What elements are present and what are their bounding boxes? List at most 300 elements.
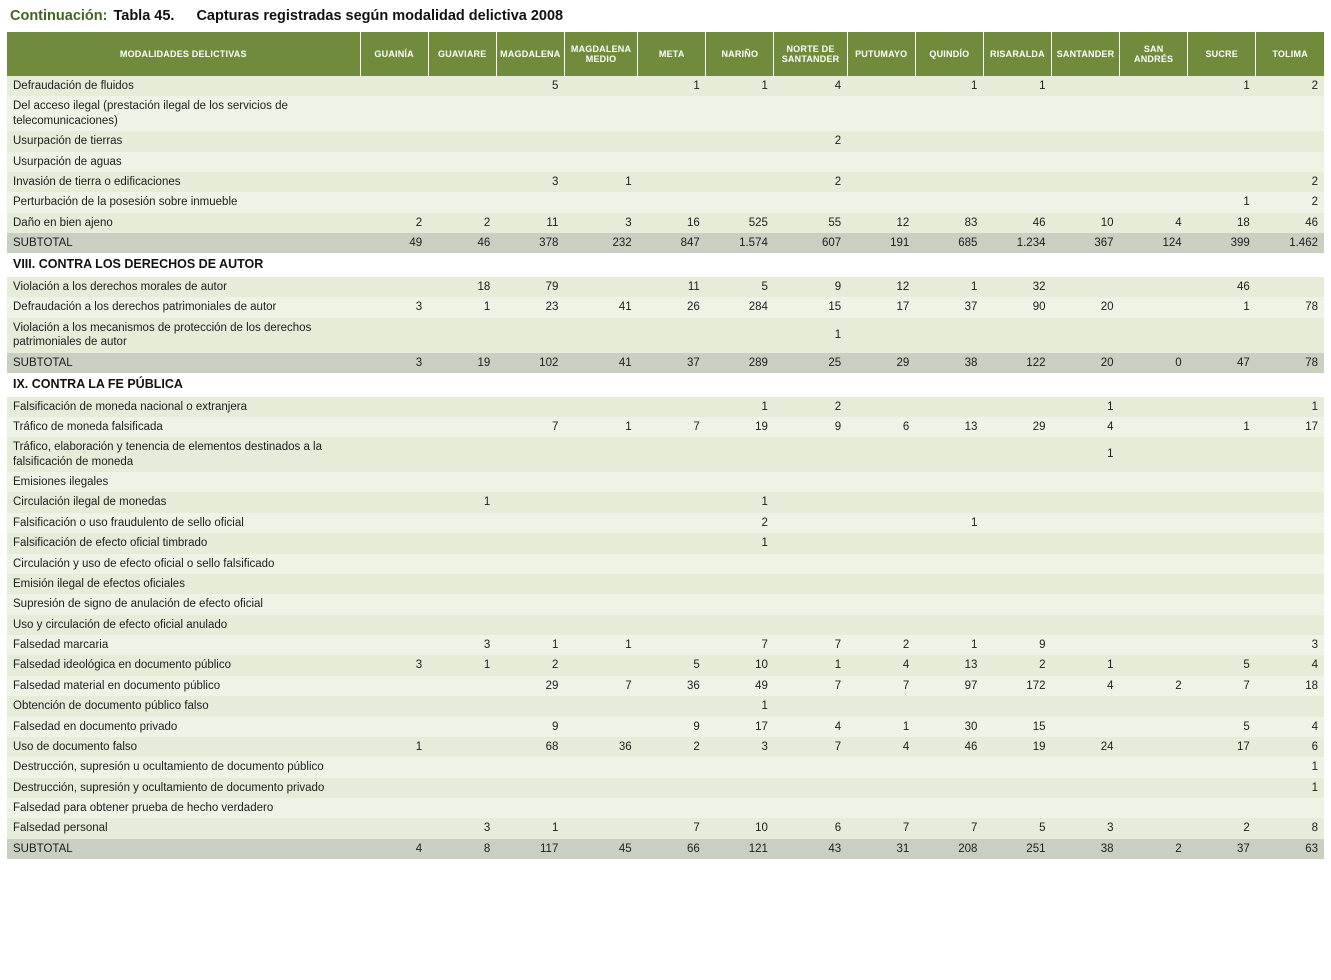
table-cell: 3 bbox=[1051, 818, 1119, 838]
table-row bbox=[7, 757, 1324, 777]
table-cell: 37 bbox=[638, 353, 706, 373]
table-cell bbox=[564, 96, 637, 131]
table-cell bbox=[847, 96, 915, 131]
table-cell: 49 bbox=[706, 676, 774, 696]
table-cell bbox=[983, 778, 1051, 798]
row-label: SUBTOTAL bbox=[7, 233, 360, 253]
table-cell bbox=[847, 778, 915, 798]
table-cell bbox=[1188, 533, 1256, 553]
table-cell bbox=[847, 513, 915, 533]
table-cell: 43 bbox=[774, 839, 847, 859]
table-cell bbox=[1188, 472, 1256, 492]
table-cell: 1 bbox=[428, 492, 496, 512]
table-cell bbox=[706, 757, 774, 777]
table-cell bbox=[1051, 96, 1119, 131]
table-cell: 3 bbox=[360, 353, 428, 373]
table-cell bbox=[1188, 513, 1256, 533]
table-cell bbox=[915, 492, 983, 512]
table-subtotal-row bbox=[7, 233, 1324, 253]
table-cell bbox=[496, 96, 564, 131]
table-cell: 1.234 bbox=[983, 233, 1051, 253]
table-cell bbox=[1120, 397, 1188, 417]
table-cell bbox=[915, 472, 983, 492]
table-cell bbox=[564, 696, 637, 716]
row-label: Invasión de tierra o edificaciones bbox=[7, 172, 360, 192]
table-cell bbox=[1120, 554, 1188, 574]
table-cell: 13 bbox=[915, 655, 983, 675]
table-cell: 3 bbox=[428, 635, 496, 655]
captures-table bbox=[7, 32, 1324, 859]
table-cell: 1 bbox=[1188, 297, 1256, 317]
col-header-sucre: SUCRE bbox=[1188, 32, 1256, 76]
table-cell: 83 bbox=[915, 213, 983, 233]
col-header-risaralda: RISARALDA bbox=[983, 32, 1051, 76]
table-cell: 32 bbox=[983, 277, 1051, 297]
table-row bbox=[7, 318, 1324, 353]
table-cell: 1 bbox=[564, 172, 637, 192]
table-cell bbox=[706, 131, 774, 151]
table-cell: 4 bbox=[774, 717, 847, 737]
table-cell bbox=[496, 513, 564, 533]
table-cell: 2 bbox=[706, 513, 774, 533]
table-cell: 232 bbox=[564, 233, 637, 253]
table-cell bbox=[1051, 131, 1119, 151]
table-cell bbox=[1051, 615, 1119, 635]
table-cell bbox=[774, 757, 847, 777]
table-cell bbox=[1120, 96, 1188, 131]
table-cell bbox=[1256, 615, 1324, 635]
table-cell bbox=[1256, 533, 1324, 553]
table-cell bbox=[983, 492, 1051, 512]
table-cell: 24 bbox=[1051, 737, 1119, 757]
table-cell bbox=[774, 492, 847, 512]
table-cell: 1 bbox=[496, 635, 564, 655]
table-cell bbox=[1120, 818, 1188, 838]
row-label: Tráfico de moneda falsificada bbox=[7, 417, 360, 437]
table-cell bbox=[774, 778, 847, 798]
table-cell: 9 bbox=[774, 277, 847, 297]
section-title: IX. CONTRA LA FE PÚBLICA bbox=[7, 373, 1324, 397]
row-label: Obtención de documento público falso bbox=[7, 696, 360, 716]
row-label: Falsedad ideológica en documento público bbox=[7, 655, 360, 675]
table-cell bbox=[638, 554, 706, 574]
table-row bbox=[7, 437, 1324, 472]
table-cell: 7 bbox=[706, 635, 774, 655]
table-cell: 29 bbox=[496, 676, 564, 696]
table-cell bbox=[428, 437, 496, 472]
table-cell bbox=[360, 152, 428, 172]
row-label: Destrucción, supresión u ocultamiento de documento público bbox=[7, 757, 360, 777]
table-cell bbox=[428, 533, 496, 553]
table-row bbox=[7, 397, 1324, 417]
table-cell bbox=[1051, 277, 1119, 297]
row-label: Emisión ilegal de efectos oficiales bbox=[7, 574, 360, 594]
table-cell bbox=[1051, 492, 1119, 512]
table-cell: 4 bbox=[1120, 213, 1188, 233]
table-cell bbox=[428, 574, 496, 594]
table-cell: 124 bbox=[1120, 233, 1188, 253]
table-cell: 12 bbox=[847, 277, 915, 297]
table-body bbox=[7, 76, 1324, 859]
table-cell: 4 bbox=[1256, 717, 1324, 737]
table-cell bbox=[1120, 533, 1188, 553]
table-cell bbox=[706, 554, 774, 574]
table-row bbox=[7, 635, 1324, 655]
row-label: Usurpación de aguas bbox=[7, 152, 360, 172]
table-cell bbox=[847, 131, 915, 151]
table-cell: 1 bbox=[1256, 778, 1324, 798]
table-cell bbox=[706, 172, 774, 192]
table-cell: 79 bbox=[496, 277, 564, 297]
table-cell bbox=[847, 798, 915, 818]
row-label: Del acceso ilegal (prestación ilegal de los servicios de telecomunicaciones) bbox=[7, 96, 360, 131]
table-cell bbox=[1188, 615, 1256, 635]
table-cell bbox=[564, 533, 637, 553]
table-cell bbox=[360, 437, 428, 472]
table-cell bbox=[1051, 76, 1119, 96]
table-cell bbox=[360, 676, 428, 696]
table-cell: 18 bbox=[428, 277, 496, 297]
row-label: Falsificación de efecto oficial timbrado bbox=[7, 533, 360, 553]
table-cell bbox=[428, 192, 496, 212]
table-cell bbox=[1256, 472, 1324, 492]
col-header-putumayo: PUTUMAYO bbox=[847, 32, 915, 76]
table-cell bbox=[1051, 696, 1119, 716]
table-cell bbox=[1188, 778, 1256, 798]
table-cell: 3 bbox=[428, 818, 496, 838]
table-cell bbox=[915, 615, 983, 635]
table-cell bbox=[1120, 318, 1188, 353]
table-cell bbox=[638, 318, 706, 353]
table-cell bbox=[496, 192, 564, 212]
table-cell: 19 bbox=[428, 353, 496, 373]
table-cell: 607 bbox=[774, 233, 847, 253]
row-label: Circulación y uso de efecto oficial o sello falsificado bbox=[7, 554, 360, 574]
table-cell bbox=[564, 397, 637, 417]
table-cell bbox=[915, 172, 983, 192]
col-header-narino: NARIÑO bbox=[706, 32, 774, 76]
table-row bbox=[7, 655, 1324, 675]
table-row bbox=[7, 213, 1324, 233]
table-cell: 17 bbox=[1188, 737, 1256, 757]
table-cell: 37 bbox=[915, 297, 983, 317]
table-cell bbox=[1051, 574, 1119, 594]
table-cell: 3 bbox=[496, 172, 564, 192]
table-cell: 2 bbox=[1120, 839, 1188, 859]
table-cell bbox=[638, 513, 706, 533]
col-header-guainia: GUAINÍA bbox=[360, 32, 428, 76]
table-cell bbox=[1120, 172, 1188, 192]
table-cell bbox=[1051, 533, 1119, 553]
table-cell: 38 bbox=[1051, 839, 1119, 859]
table-cell: 66 bbox=[638, 839, 706, 859]
table-cell bbox=[360, 717, 428, 737]
table-cell: 2 bbox=[1256, 76, 1324, 96]
table-cell: 13 bbox=[915, 417, 983, 437]
table-cell bbox=[428, 798, 496, 818]
table-cell bbox=[428, 717, 496, 737]
table-cell: 2 bbox=[496, 655, 564, 675]
table-cell: 1 bbox=[915, 277, 983, 297]
table-cell bbox=[1256, 574, 1324, 594]
table-cell bbox=[496, 798, 564, 818]
row-label: SUBTOTAL bbox=[7, 353, 360, 373]
table-cell: 68 bbox=[496, 737, 564, 757]
table-cell bbox=[496, 397, 564, 417]
table-cell bbox=[1256, 152, 1324, 172]
table-cell: 31 bbox=[847, 839, 915, 859]
table-cell bbox=[1051, 635, 1119, 655]
table-cell: 9 bbox=[496, 717, 564, 737]
table-cell bbox=[915, 437, 983, 472]
table-cell: 4 bbox=[774, 76, 847, 96]
table-cell: 7 bbox=[564, 676, 637, 696]
table-cell: 122 bbox=[983, 353, 1051, 373]
table-cell: 19 bbox=[706, 417, 774, 437]
table-cell: 2 bbox=[1188, 818, 1256, 838]
table-cell bbox=[847, 574, 915, 594]
table-cell: 5 bbox=[983, 818, 1051, 838]
table-cell: 15 bbox=[774, 297, 847, 317]
table-row bbox=[7, 676, 1324, 696]
table-cell bbox=[915, 192, 983, 212]
table-cell: 10 bbox=[706, 655, 774, 675]
table-cell: 3 bbox=[706, 737, 774, 757]
table-cell bbox=[774, 472, 847, 492]
table-row bbox=[7, 492, 1324, 512]
table-cell bbox=[915, 574, 983, 594]
col-header-san-andres: SAN ANDRÉS bbox=[1120, 32, 1188, 76]
table-cell: 121 bbox=[706, 839, 774, 859]
table-cell bbox=[428, 76, 496, 96]
row-label: Tráfico, elaboración y tenencia de elementos destinados a la falsificación de moneda bbox=[7, 437, 360, 472]
table-subtotal-row bbox=[7, 839, 1324, 859]
table-cell: 46 bbox=[1256, 213, 1324, 233]
table-cell bbox=[1120, 798, 1188, 818]
table-cell bbox=[847, 397, 915, 417]
table-cell: 49 bbox=[360, 233, 428, 253]
table-cell: 1 bbox=[1188, 192, 1256, 212]
table-cell bbox=[564, 798, 637, 818]
table-cell bbox=[1256, 594, 1324, 614]
table-cell bbox=[496, 472, 564, 492]
table-cell bbox=[360, 513, 428, 533]
table-cell bbox=[360, 318, 428, 353]
table-cell bbox=[1188, 131, 1256, 151]
table-cell bbox=[847, 318, 915, 353]
table-cell: 1 bbox=[428, 297, 496, 317]
table-cell bbox=[706, 152, 774, 172]
table-cell bbox=[564, 778, 637, 798]
table-cell bbox=[1256, 318, 1324, 353]
table-cell: 2 bbox=[428, 213, 496, 233]
table-cell bbox=[983, 696, 1051, 716]
table-row bbox=[7, 297, 1324, 317]
row-label: Violación a los mecanismos de protección de los derechos patrimoniales de autor bbox=[7, 318, 360, 353]
table-cell bbox=[1120, 76, 1188, 96]
table-cell: 17 bbox=[706, 717, 774, 737]
table-cell bbox=[564, 818, 637, 838]
table-cell bbox=[1120, 737, 1188, 757]
table-cell bbox=[847, 696, 915, 716]
table-cell: 30 bbox=[915, 717, 983, 737]
table-cell bbox=[1188, 757, 1256, 777]
table-cell bbox=[1256, 513, 1324, 533]
table-cell bbox=[847, 172, 915, 192]
table-cell: 7 bbox=[496, 417, 564, 437]
table-cell: 5 bbox=[638, 655, 706, 675]
table-cell bbox=[915, 152, 983, 172]
table-cell: 2 bbox=[1256, 192, 1324, 212]
table-cell bbox=[1256, 437, 1324, 472]
table-cell bbox=[915, 594, 983, 614]
table-cell: 7 bbox=[847, 676, 915, 696]
table-row bbox=[7, 717, 1324, 737]
table-cell bbox=[983, 131, 1051, 151]
table-cell bbox=[706, 778, 774, 798]
table-cell: 1 bbox=[706, 76, 774, 96]
table-row bbox=[7, 513, 1324, 533]
table-cell bbox=[564, 655, 637, 675]
table-row bbox=[7, 696, 1324, 716]
table-row bbox=[7, 96, 1324, 131]
table-cell: 36 bbox=[564, 737, 637, 757]
table-cell: 525 bbox=[706, 213, 774, 233]
table-cell bbox=[428, 554, 496, 574]
table-cell bbox=[1051, 798, 1119, 818]
table-cell bbox=[983, 533, 1051, 553]
table-cell bbox=[1120, 696, 1188, 716]
table-title: Capturas registradas según modalidad delictiva 2008 bbox=[196, 8, 564, 24]
table-cell: 117 bbox=[496, 839, 564, 859]
table-cell: 4 bbox=[1051, 417, 1119, 437]
table-cell bbox=[1256, 798, 1324, 818]
table-cell bbox=[706, 574, 774, 594]
table-cell: 2 bbox=[774, 397, 847, 417]
table-cell: 5 bbox=[1188, 655, 1256, 675]
table-cell bbox=[915, 798, 983, 818]
table-cell: 4 bbox=[360, 839, 428, 859]
table-cell bbox=[360, 533, 428, 553]
table-section-row bbox=[7, 373, 1324, 397]
table-cell bbox=[774, 437, 847, 472]
table-cell: 3 bbox=[360, 655, 428, 675]
table-cell: 5 bbox=[706, 277, 774, 297]
table-cell bbox=[847, 757, 915, 777]
table-row bbox=[7, 417, 1324, 437]
table-cell bbox=[847, 192, 915, 212]
table-cell bbox=[638, 778, 706, 798]
row-label: Falsedad material en documento público bbox=[7, 676, 360, 696]
table-cell bbox=[428, 513, 496, 533]
table-cell bbox=[1120, 757, 1188, 777]
table-cell bbox=[638, 131, 706, 151]
table-cell bbox=[360, 96, 428, 131]
table-cell: 1 bbox=[1256, 397, 1324, 417]
row-label: Perturbación de la posesión sobre inmueble bbox=[7, 192, 360, 212]
table-cell bbox=[428, 397, 496, 417]
table-cell: 289 bbox=[706, 353, 774, 373]
row-label: Violación a los derechos morales de autor bbox=[7, 277, 360, 297]
col-header-modalidades: MODALIDADES DELICTIVAS bbox=[7, 32, 360, 76]
table-cell bbox=[706, 615, 774, 635]
table-cell bbox=[706, 192, 774, 212]
table-cell: 1 bbox=[706, 492, 774, 512]
table-cell bbox=[1188, 96, 1256, 131]
table-cell: 41 bbox=[564, 297, 637, 317]
table-cell: 63 bbox=[1256, 839, 1324, 859]
table-cell: 251 bbox=[983, 839, 1051, 859]
table-cell: 284 bbox=[706, 297, 774, 317]
table-cell bbox=[360, 192, 428, 212]
table-cell bbox=[1120, 492, 1188, 512]
table-cell: 4 bbox=[847, 655, 915, 675]
table-cell: 19 bbox=[983, 737, 1051, 757]
table-cell: 25 bbox=[774, 353, 847, 373]
table-cell bbox=[847, 492, 915, 512]
table-cell: 17 bbox=[847, 297, 915, 317]
table-cell bbox=[638, 757, 706, 777]
table-cell bbox=[638, 192, 706, 212]
table-cell bbox=[915, 96, 983, 131]
table-cell bbox=[983, 472, 1051, 492]
row-label: Falsificación o uso fraudulento de sello oficial bbox=[7, 513, 360, 533]
table-cell: 16 bbox=[638, 213, 706, 233]
table-cell bbox=[360, 397, 428, 417]
table-cell bbox=[1188, 152, 1256, 172]
table-cell bbox=[1188, 798, 1256, 818]
table-cell bbox=[360, 615, 428, 635]
table-cell bbox=[496, 574, 564, 594]
table-cell: 172 bbox=[983, 676, 1051, 696]
col-header-magdalena-medio: MAGDALENA MEDIO bbox=[564, 32, 637, 76]
table-cell bbox=[496, 554, 564, 574]
table-cell: 5 bbox=[496, 76, 564, 96]
table-cell bbox=[983, 397, 1051, 417]
table-row bbox=[7, 574, 1324, 594]
table-cell bbox=[1188, 318, 1256, 353]
table-cell: 847 bbox=[638, 233, 706, 253]
table-cell bbox=[774, 696, 847, 716]
table-cell bbox=[1120, 297, 1188, 317]
table-cell bbox=[1188, 696, 1256, 716]
table-cell: 29 bbox=[983, 417, 1051, 437]
table-cell: 1 bbox=[428, 655, 496, 675]
table-cell bbox=[360, 778, 428, 798]
col-header-quindio: QUINDÍO bbox=[915, 32, 983, 76]
table-cell bbox=[847, 594, 915, 614]
table-cell bbox=[915, 533, 983, 553]
table-cell bbox=[847, 533, 915, 553]
table-cell bbox=[428, 472, 496, 492]
table-cell bbox=[638, 533, 706, 553]
table-cell bbox=[428, 615, 496, 635]
table-cell bbox=[774, 554, 847, 574]
table-cell bbox=[638, 492, 706, 512]
table-cell: 4 bbox=[1051, 676, 1119, 696]
table-cell bbox=[564, 554, 637, 574]
row-label: Supresión de signo de anulación de efecto oficial bbox=[7, 594, 360, 614]
table-cell: 8 bbox=[428, 839, 496, 859]
table-cell bbox=[706, 472, 774, 492]
table-cell: 2 bbox=[774, 131, 847, 151]
section-title: VIII. CONTRA LOS DERECHOS DE AUTOR bbox=[7, 253, 1324, 277]
table-cell bbox=[983, 554, 1051, 574]
col-header-guaviare: GUAVIARE bbox=[428, 32, 496, 76]
table-cell: 1 bbox=[706, 696, 774, 716]
table-cell bbox=[564, 594, 637, 614]
table-cell bbox=[638, 437, 706, 472]
